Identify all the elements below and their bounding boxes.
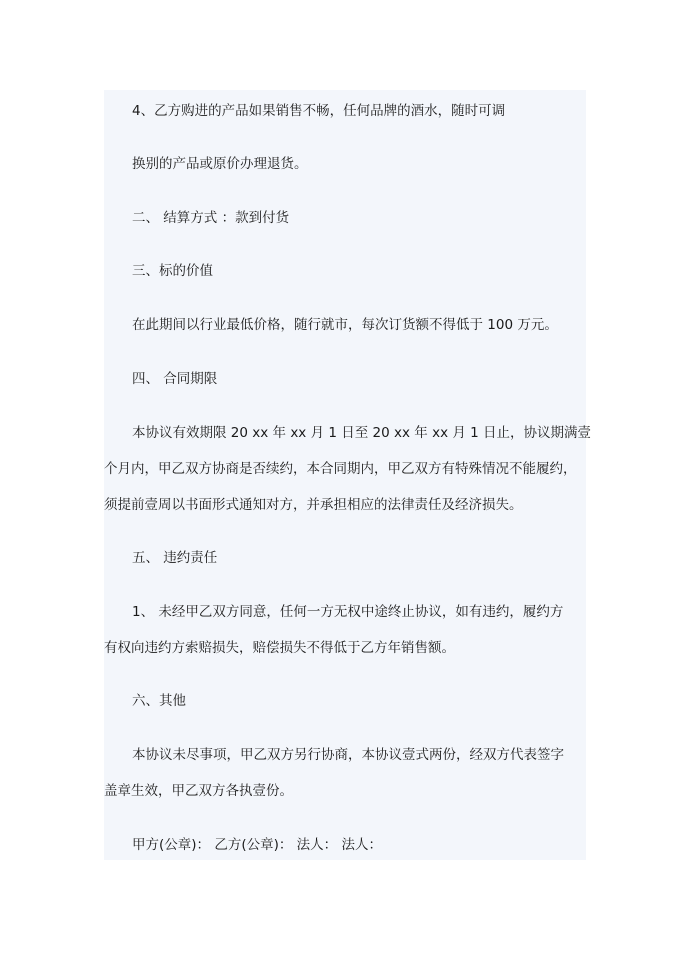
section-heading-value: 三、标的价值 (132, 263, 213, 279)
clause-4-line-1: 4、乙方购进的产品如果销售不畅，任何品牌的酒水，随时可调 (132, 103, 506, 119)
section-heading-other: 六、其他 (132, 693, 186, 709)
term-paragraph-line-2: 个月内，甲乙双方协商是否续约，本合同期内，甲乙双方有特殊情况不能履约， (104, 461, 577, 477)
term-paragraph-line-1: 本协议有效期限 20 xx 年 xx 月 1 日至 20 xx 年 xx 月 1 日止，协议期满壹 (132, 425, 592, 441)
other-paragraph-line-1: 本协议未尽事项，甲乙双方另行协商，本协议壹式两份，经双方代表签字 (132, 747, 564, 763)
section-heading-settlement: 二、 结算方式 ：款到付货 (132, 210, 290, 226)
signature-line: 甲方(公章)： 乙方(公章)： 法人： 法人： (132, 837, 382, 853)
value-paragraph: 在此期间以行业最低价格，随行就市，每次订货额不得低于 100 万元。 (132, 317, 558, 333)
breach-paragraph-line-2: 有权向违约方索赔损失，赔偿损失不得低于乙方年销售额。 (104, 640, 455, 656)
clause-4-line-2: 换别的产品或原价办理退货。 (132, 156, 308, 172)
term-paragraph-line-3: 须提前壹周以书面形式通知对方，并承担相应的法律责任及经济损失。 (104, 497, 523, 513)
section-heading-breach: 五、 违约责任 (132, 550, 218, 566)
other-paragraph-line-2: 盖章生效，甲乙双方各执壹份。 (104, 783, 293, 799)
breach-paragraph-line-1: 1、 未经甲乙双方同意，任何一方无权中途终止协议，如有违约，履约方 (132, 604, 564, 620)
section-heading-term: 四、 合同期限 (132, 371, 218, 387)
